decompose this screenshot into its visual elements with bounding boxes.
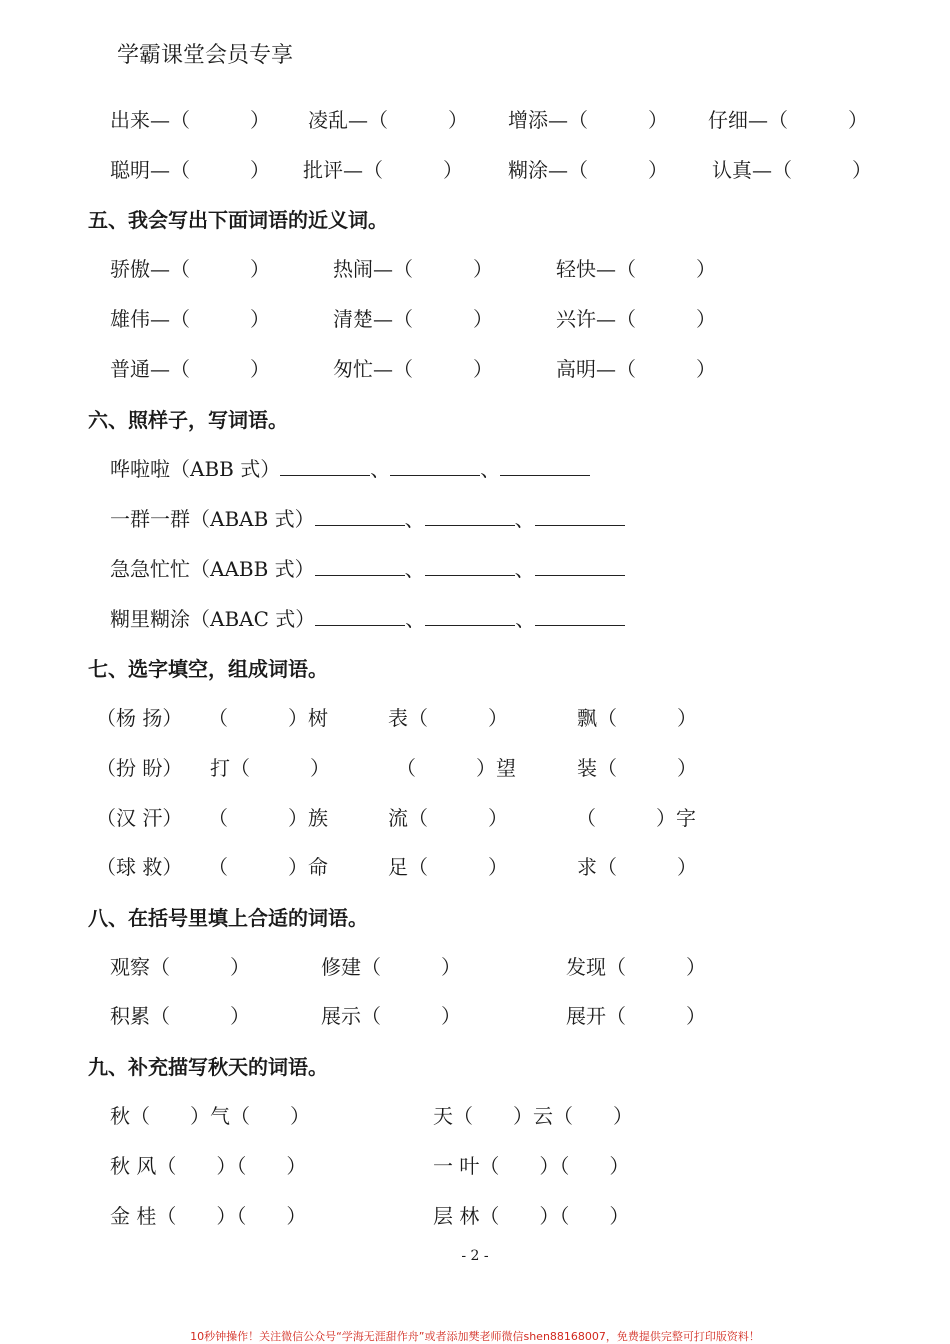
word-item: 增添—（ ） (508, 108, 668, 132)
word-item: 一 叶（ ）（ ） (433, 1154, 630, 1178)
choice-row (0, 702, 950, 732)
separator: 、 (404, 557, 425, 581)
word-item: 批评—（ ） (303, 158, 463, 182)
autumn-row (0, 1200, 950, 1230)
word-item: 求（ ） (577, 855, 697, 879)
pattern-row (0, 603, 950, 633)
antonym-row (0, 104, 950, 134)
separator: 、 (514, 507, 535, 531)
word-item: 天（ ）云（ ） (433, 1104, 633, 1128)
word-item: （ ）树 (208, 706, 328, 730)
synonym-row (0, 253, 950, 283)
pattern-example (110, 503, 625, 532)
answer-blank[interactable] (280, 457, 370, 476)
page-number: - 2 - (461, 1248, 489, 1264)
word-item: 普通—（ ） (110, 357, 270, 381)
answer-blank[interactable] (315, 557, 405, 576)
word-item: 装（ ） (577, 756, 697, 780)
word-item: 修建（ ） (321, 955, 461, 979)
synonym-row (0, 353, 950, 383)
section-7-title: 七、选字填空，组成词语。 (88, 657, 328, 681)
fill-row (0, 1000, 950, 1030)
word-item: 出来—（ ） (110, 108, 270, 132)
word-item: 雄伟—（ ） (110, 307, 270, 331)
answer-blank[interactable] (315, 507, 405, 526)
section-5-title: 五、我会写出下面词语的近义词。 (88, 208, 388, 232)
answer-blank[interactable] (535, 607, 625, 626)
word-item: 认真—（ ） (712, 158, 872, 182)
answer-blank[interactable] (500, 457, 590, 476)
answer-blank[interactable] (425, 607, 515, 626)
word-item: 层 林（ ）（ ） (433, 1204, 630, 1228)
word-item: 积累（ ） (110, 1004, 250, 1028)
char-choice: （杨 扬） (96, 706, 183, 730)
answer-blank[interactable] (425, 557, 515, 576)
char-choice: （汉 汗） (96, 806, 183, 830)
word-item: 秋 风（ ）（ ） (110, 1154, 307, 1178)
pattern-example (110, 453, 590, 482)
answer-blank[interactable] (425, 507, 515, 526)
synonym-row (0, 303, 950, 333)
pattern-example-text: 糊里糊涂（ABAC 式） (110, 607, 316, 631)
separator: 、 (515, 607, 536, 631)
word-item: 清楚—（ ） (333, 307, 493, 331)
word-item: 展示（ ） (321, 1004, 461, 1028)
word-item: （ ）字 (576, 806, 696, 830)
word-item: 兴许—（ ） (556, 307, 716, 331)
antonym-row (0, 154, 950, 184)
pattern-row (0, 553, 950, 583)
word-item: 发现（ ） (566, 955, 706, 979)
answer-blank[interactable] (535, 507, 625, 526)
word-item: 飘（ ） (577, 706, 697, 730)
word-item: 足（ ） (388, 855, 508, 879)
pattern-example-text: 一群一群（ABAB 式） (110, 507, 315, 531)
answer-blank[interactable] (535, 557, 625, 576)
separator: 、 (480, 457, 501, 481)
section-6-title: 六、照样子，写词语。 (88, 408, 288, 432)
autumn-row (0, 1150, 950, 1180)
word-item: 表（ ） (388, 706, 508, 730)
pattern-example-text: 急急忙忙（AABB 式） (110, 557, 315, 581)
fill-row (0, 951, 950, 981)
char-choice: （球 救） (96, 855, 183, 879)
word-item: 聪明—（ ） (110, 158, 270, 182)
word-item: 秋（ ）气（ ） (110, 1104, 310, 1128)
pattern-row (0, 503, 950, 533)
word-item: 打（ ） (210, 756, 330, 780)
answer-blank[interactable] (315, 607, 405, 626)
section-9-title: 九、补充描写秋天的词语。 (88, 1055, 328, 1079)
section-8-title: 八、在括号里填上合适的词语。 (88, 906, 368, 930)
page-header: 学霸课堂会员专享 (117, 43, 294, 68)
separator: 、 (404, 507, 425, 531)
word-item: 凌乱—（ ） (308, 108, 468, 132)
separator: 、 (514, 557, 535, 581)
answer-blank[interactable] (390, 457, 480, 476)
choice-row (0, 752, 950, 782)
word-item: 骄傲—（ ） (110, 257, 270, 281)
pattern-row (0, 453, 950, 483)
word-item: 高明—（ ） (556, 357, 716, 381)
separator: 、 (370, 457, 391, 481)
word-item: 糊涂—（ ） (508, 158, 668, 182)
choice-row (0, 851, 950, 881)
separator: 、 (405, 607, 426, 631)
word-item: （ ）命 (208, 855, 328, 879)
word-item: （ ）望 (396, 756, 516, 780)
word-item: 展开（ ） (566, 1004, 706, 1028)
autumn-row (0, 1100, 950, 1130)
word-item: 热闹—（ ） (333, 257, 493, 281)
word-item: 匆忙—（ ） (333, 357, 493, 381)
word-item: （ ）族 (208, 806, 328, 830)
word-item: 轻快—（ ） (556, 257, 716, 281)
pattern-example (110, 553, 625, 582)
choice-row (0, 802, 950, 832)
word-item: 流（ ） (388, 806, 508, 830)
char-choice: （扮 盼） (96, 756, 183, 780)
footer-notice: 10秒钟操作！关注微信公众号“学海无涯甜作舟”或者添加樊老师微信shen88168007，免费提供完整可打印版资料！ (190, 1330, 760, 1343)
word-item: 观察（ ） (110, 955, 250, 979)
word-item: 仔细—（ ） (708, 108, 868, 132)
pattern-example-text: 哗啦啦（ABB 式） (110, 457, 281, 481)
word-item: 金 桂（ ）（ ） (110, 1204, 307, 1228)
pattern-example (110, 603, 625, 632)
